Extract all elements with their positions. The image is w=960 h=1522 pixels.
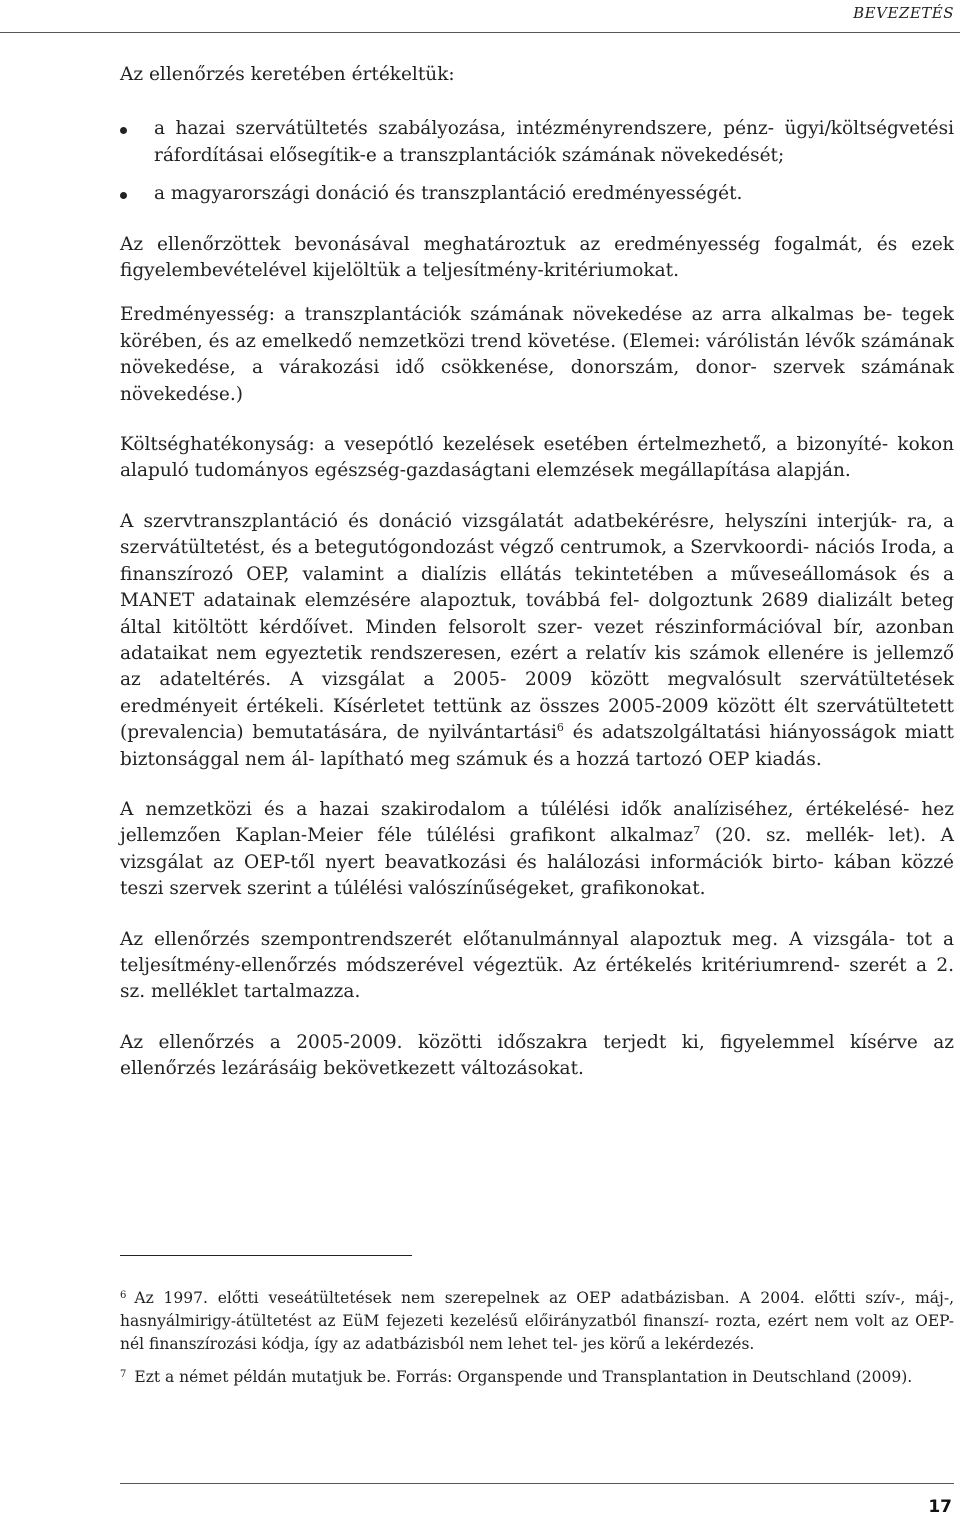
bullet-text: a hazai szervátültetés szabályozása, intézményrendszere, pénz- ügyi/költségvetési ráfordításai elősegítik-e a transzplantációk számának növekedését;: [154, 118, 954, 166]
footnote-separator: [120, 1255, 412, 1256]
paragraph-methodology: [120, 509, 954, 773]
running-header: BEVEZETÉS: [853, 4, 954, 22]
bullet-list: [120, 116, 954, 207]
footer-rule: [120, 1483, 954, 1484]
main-content: [120, 62, 954, 1101]
intro-text: Az ellenőrzés keretében értékeltük:: [120, 64, 455, 85]
footnote-number: 6: [120, 1290, 127, 1301]
paragraph-criteria: Az ellenőrzés szempontrendszerét előtanulmánnyal alapoztuk meg. A vizsgála- tot a teljesítmény-ellenőrzés módszerével végeztük. Az értékelés kritériumrend- szerét a 2. sz. melléklet tartalmazza.: [120, 928, 954, 1003]
footnote-ref-6[interactable]: 6: [556, 721, 564, 735]
footnote-7: [120, 1366, 954, 1389]
page-number: 17: [928, 1497, 952, 1517]
header-rule: [0, 32, 960, 33]
paragraph-period: Az ellenőrzés a 2005-2009. közötti időszakra terjedt ki, figyelemmel kísérve az ellenőrzés lezárásáig bekövetkezett változásokat.: [120, 1031, 954, 1080]
bullet-icon: [120, 127, 127, 134]
paragraph-effectiveness: Eredményesség: a transzplantációk számának növekedése az arra alkalmas be- tegek körében, és az emelkedő nemzetközi trend követése. (Elemei: várólistán lévők számának növekedése, a várakozási idő csökkenése, donorszám, donor- szervek számának növekedése.): [120, 304, 954, 405]
footnote-text: Ezt a német példán mutatjuk be. Forrás: Organspende und Transplantation in Deutschland (2009).: [134, 1367, 913, 1386]
footnote-6: [120, 1287, 954, 1357]
bullet-icon: [120, 192, 127, 199]
bullet-item: [120, 116, 954, 169]
paragraph-text: A nemzetközi és a hazai szakirodalom a túlélési idők analíziséhez, értékelésé- hez jellemzően Kaplan-Meier féle túlélési grafikont alkalmaz: [120, 798, 954, 847]
paragraph-text: és adatszolgáltatási hiányosságok miatt biztonsággal nem ál- lapítható meg számuk és a hozzá tartozó OEP kiadás.: [120, 722, 954, 770]
footnote-number: 7: [120, 1368, 127, 1380]
bullet-item: [120, 181, 954, 207]
paragraph-definitions: Az ellenőrzöttek bevonásával meghatároztuk az eredményesség fogalmát, és ezek figyelembevételével kijelöltük a teljesítmény-kritériumokat.: [120, 233, 954, 282]
footnote-ref-7[interactable]: 7: [693, 824, 701, 838]
footnotes: [120, 1287, 954, 1398]
paragraph-literature: [120, 797, 954, 903]
paragraph-text: (20. sz. mellék- let). A vizsgálat az OEP-től nyert beavatkozási és halálozási információk birto- kában közzé teszi szervek szerint a túlélési valószínűségeket, grafikonokat.: [120, 825, 954, 900]
paragraph-text: A szervtranszplantáció és donáció vizsgálatát adatbekérésre, helyszíni interjúk- ra, a szervátültetést, és a betegutógondozást végző centrumok, a Szervkoordi- nációs Iroda, a finanszírozó OEP, valamint a dialízis ellátás tekintetében a műveseállomások és a MANET adatainak elemzésére alapoztuk, továbbá fel- dolgoztunk 2689 dializált beteg által kitöltött kérdőívet. Minden felsorolt szer- vezet részinformációval bír, azonban adataikat nem egyeztetik rendszeresen, ezért a relatív kis számok ellenére is jellemző az adateltérés. A vizsgálat a 2005- 2009 között megvalósult szervátültetések eredményeit értékeli. Kísérletet tettünk az összes 2005-2009 között élt szervátültetett (prevalencia) bemutatására, de nyilvántartási: [120, 510, 954, 744]
footnote-text: Az 1997. előtti veseátültetések nem szerepelnek az OEP adatbázisban. A 2004. előtti szív-, máj-, hasnyálmirigy-átültetést az EüM fejezeti kezelésű előirányzatból finanszí- rozta, ezért nem volt az OEP-nél finanszírozási kódja, így az adatbázisból nem lehet tel- jes körű a lekérdezés.: [120, 1289, 954, 1354]
bullet-text: a magyarországi donáció és transzplantáció eredményességét.: [154, 183, 743, 205]
paragraph-cost-effectiveness: Költséghatékonyság: a vesepótló kezelések esetében értelmezhető, a bizonyíté- kokon alapuló tudományos egészség-gazdaságtani elemzések megállapítása alapján.: [120, 434, 954, 482]
